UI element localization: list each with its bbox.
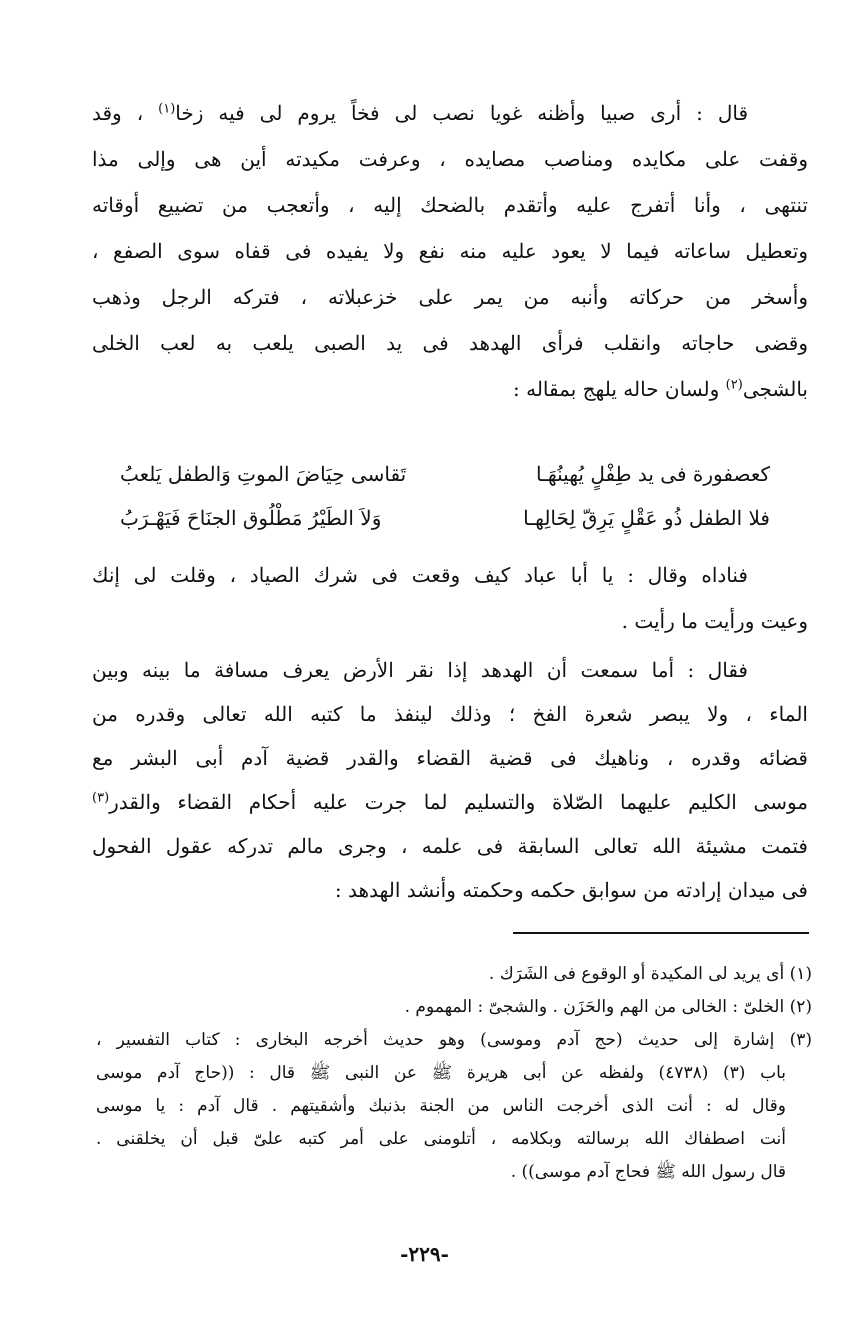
text-segment: قال : أرى صبيا وأظنه غويا نصب لى فخاً يروم لى فيه زخا — [175, 101, 749, 125]
text-line: فى ميدان إرادته من سوابق حكمه وحكمته وأنشد الهدهد : — [334, 878, 808, 902]
text-line — [92, 780, 808, 824]
verse-1 — [120, 452, 770, 496]
text-line: قضائه وقدره ، وناهيك فى قضية القضاء والقدر قضية آدم أبى البشر مع — [92, 746, 808, 770]
footnote-3-line: وقال له : أنت الذى أخرجت الناس من الجنة بذنبك وأشقيتهم . قال آدم : يا موسى — [96, 1096, 786, 1116]
text-line — [92, 366, 808, 412]
text-segment: ، وقد — [92, 101, 144, 125]
text-line: تنتهى ، وأنا أتفرج عليه وأتقدم بالضحك إليه ، وأتعجب من تضييع أوقاته — [92, 193, 808, 217]
main-text-paragraph-1 — [92, 90, 808, 412]
footnote-2: (٢) الخلىّ : الخالى من الهم والحَزَن . والشجىّ : المهموم . — [404, 997, 812, 1017]
text-segment: موسى الكليم عليهما الصّلاة والتسليم لما جرت عليه أحكام القضاء والقدر — [109, 790, 808, 814]
text-line: وتعطيل ساعاته فيما لا يعود عليه منه نفع ولا يفيده فى قفاه سوى الصفع ، — [92, 239, 808, 263]
footnote-3-line: أنت اصطفاك الله برسالته وبكلامه ، أتلومنى على أمر كتبه علىّ قبل أن يخلقنى . — [96, 1129, 787, 1149]
footnote-mark-2: (٢) — [725, 377, 743, 393]
text-line: فتمت مشيئة الله تعالى السابقة فى علمه ، وجرى مالم تدركه عقول الفحول — [92, 834, 808, 858]
main-text-paragraph-2 — [92, 552, 808, 644]
footnote-1: (١) أى يريد لى المكيدة أو الوقوع فى الشَرَك . — [488, 964, 812, 984]
poem-verses — [120, 452, 770, 540]
text-line: فناداه وقال : يا أبا عباد كيف وقعت فى شرك الصياد ، وقلت لى إنك — [92, 563, 748, 587]
footnote-separator — [513, 932, 809, 934]
footnote-mark-1: (١) — [158, 101, 176, 117]
footnote-3-line: قال رسول الله ﷺ فحاج آدم موسى)) . — [510, 1162, 786, 1182]
footnote-3-line: (٣) إشارة إلى حديث (حج آدم وموسى) وهو حديث أخرجه البخارى : كتاب التفسير ، — [96, 1030, 812, 1050]
page-number: -٢٢٩- — [400, 1242, 449, 1266]
verse-2 — [120, 496, 770, 540]
text-segment: بالشجى — [742, 377, 808, 401]
footnote-3-line: باب (٣) (٤٧٣٨) ولفظه عن أبى هريرة ﷺ عن النبى ﷺ قال : ((حاج آدم موسى — [96, 1063, 786, 1083]
text-line: الماء ، ولا يبصر شعرة الفخ ؛ وذلك لينفذ ما كتبه الله تعالى وقدره من — [92, 702, 808, 726]
footnotes — [96, 958, 812, 1189]
text-line: وأسخر من حركاته وأنبه من يمر على خزعبلاته ، فتركه الرجل وذهب — [92, 285, 808, 309]
verse-second-half: تَقاسى حِيَاضَ الموتِ وَالطفل يَلعبُ — [120, 462, 407, 486]
text-line — [92, 90, 808, 136]
text-line: فقال : أما سمعت أن الهدهد إذا نقر الأرض يعرف مسافة ما بينه وبين — [92, 658, 748, 682]
verse-second-half: وَلاَ الطَيْرُ مَطْلُوق الجنَاحَ فَيَهْـرَبُ — [120, 506, 382, 530]
verse-first-half: فلا الطفل ذُو عَقْلٍ يَرِقّ لِحَالِهـا — [523, 506, 770, 530]
text-line: وقفت على مكايده ومناصب مصايده ، وعرفت مكيدته أين هى وإلى مذا — [92, 147, 808, 171]
verse-first-half: كعصفورة فى يد طِفْلٍ يُهينُهَـا — [535, 462, 770, 486]
footnote-mark-3: (٣) — [92, 790, 110, 806]
text-line: وعيت ورأيت ما رأيت . — [621, 609, 808, 633]
main-text-paragraph-3 — [92, 648, 808, 912]
text-segment: ولسان حاله يلهج بمقاله : — [513, 377, 720, 401]
text-line: وقضى حاجاته وانقلب فرأى الهدهد فى يد الصبى يلعب به لعب الخلى — [92, 331, 808, 355]
